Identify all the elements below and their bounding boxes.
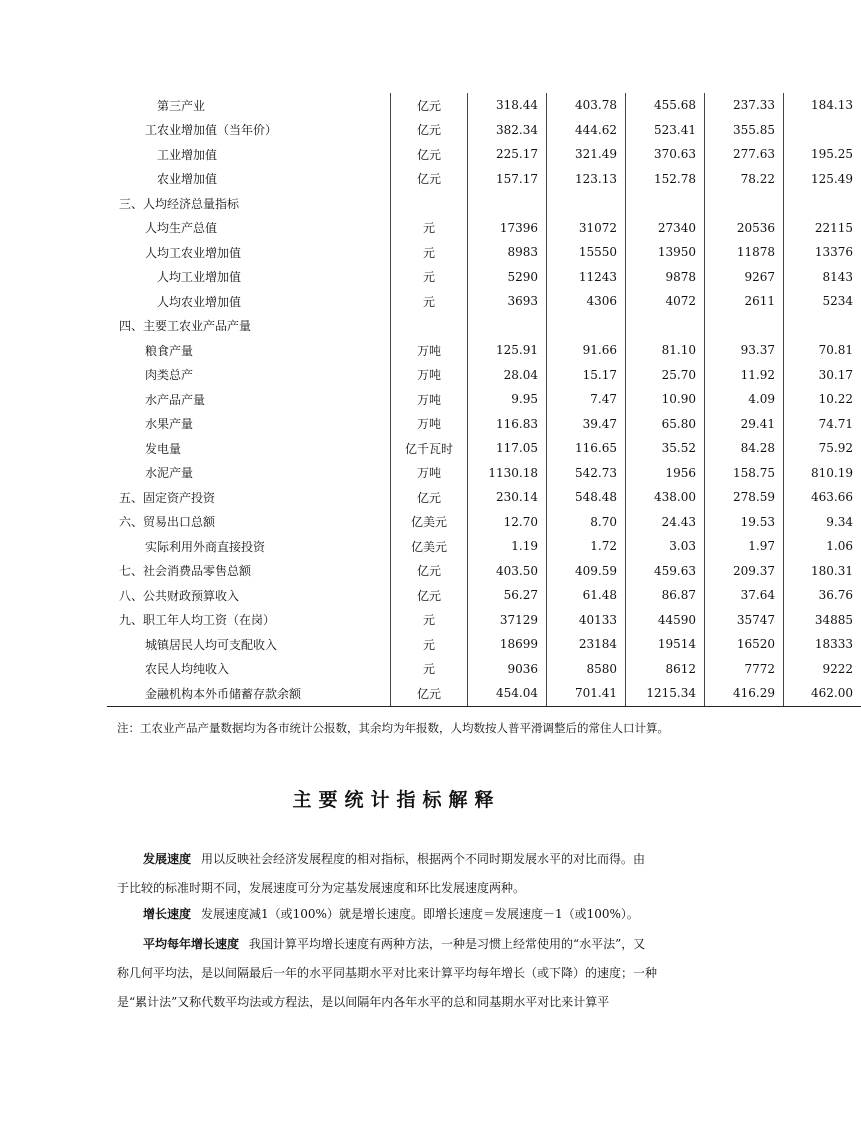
row-value: 403.50 xyxy=(468,559,547,584)
row-value: 24.43 xyxy=(626,510,705,535)
row-value: 277.63 xyxy=(705,142,784,167)
row-label: 四、主要工农业产品产量 xyxy=(119,319,252,334)
row-value: 13950 xyxy=(626,240,705,265)
table-note: 注：工农业产品产量数据均为各市统计公报数，其余均为年报数，人均数按人普平滑调整后的常住人口计算。 xyxy=(117,721,669,735)
table-row xyxy=(107,534,861,559)
row-label: 发电量 xyxy=(145,441,182,456)
row-value: 30.17 xyxy=(784,363,861,388)
row-value: 75.92 xyxy=(784,436,861,461)
row-value: 4072 xyxy=(626,289,705,314)
row-value: 36.76 xyxy=(784,583,861,608)
row-value: 416.29 xyxy=(705,681,784,706)
row-value: 382.34 xyxy=(468,118,547,143)
row-value: 230.14 xyxy=(468,485,547,510)
row-label: 实际利用外商直接投资 xyxy=(145,539,266,554)
table-row xyxy=(107,142,861,167)
row-value xyxy=(705,191,784,216)
row-label: 水泥产量 xyxy=(145,466,194,481)
row-label: 农业增加值 xyxy=(157,172,218,187)
row-value xyxy=(468,314,547,339)
row-label: 水产品产量 xyxy=(145,392,206,407)
row-value: 237.33 xyxy=(705,93,784,118)
statistics-table-body xyxy=(107,93,861,706)
table-row xyxy=(107,608,861,633)
row-unit: 元 xyxy=(391,608,468,633)
row-value: 195.25 xyxy=(784,142,861,167)
row-unit: 元 xyxy=(391,289,468,314)
row-value: 15.17 xyxy=(547,363,626,388)
row-value: 35747 xyxy=(705,608,784,633)
row-value: 70.81 xyxy=(784,338,861,363)
row-value: 5290 xyxy=(468,265,547,290)
row-value: 123.13 xyxy=(547,167,626,192)
row-value: 81.10 xyxy=(626,338,705,363)
row-value: 78.22 xyxy=(705,167,784,192)
row-value: 9878 xyxy=(626,265,705,290)
row-value: 2611 xyxy=(705,289,784,314)
row-label: 人均工业增加值 xyxy=(157,270,242,285)
row-value: 93.37 xyxy=(705,338,784,363)
row-value xyxy=(547,191,626,216)
row-value: 1.97 xyxy=(705,534,784,559)
row-value: 116.65 xyxy=(547,436,626,461)
row-value: 278.59 xyxy=(705,485,784,510)
row-unit: 万吨 xyxy=(391,338,468,363)
row-value xyxy=(784,118,861,143)
row-unit: 元 xyxy=(391,632,468,657)
row-value: 463.66 xyxy=(784,485,861,510)
row-value: 10.90 xyxy=(626,387,705,412)
row-value: 9.34 xyxy=(784,510,861,535)
row-value xyxy=(468,191,547,216)
table-row xyxy=(107,387,861,412)
row-unit: 元 xyxy=(391,216,468,241)
row-value: 74.71 xyxy=(784,412,861,437)
row-value: 7772 xyxy=(705,657,784,682)
row-value: 462.00 xyxy=(784,681,861,706)
row-value: 20536 xyxy=(705,216,784,241)
row-value: 35.52 xyxy=(626,436,705,461)
row-label: 金融机构本外币储蓄存款余额 xyxy=(107,681,391,706)
row-value xyxy=(784,314,861,339)
row-unit xyxy=(391,191,468,216)
row-value: 44590 xyxy=(626,608,705,633)
table-row xyxy=(107,681,861,706)
row-value: 1130.18 xyxy=(468,461,547,486)
row-value: 27340 xyxy=(626,216,705,241)
row-value: 321.49 xyxy=(547,142,626,167)
row-value: 1956 xyxy=(626,461,705,486)
row-label: 工业增加值 xyxy=(157,147,218,162)
row-value: 11.92 xyxy=(705,363,784,388)
definition-term: 增长速度 xyxy=(143,907,192,921)
row-label: 城镇居民人均可支配收入 xyxy=(145,637,278,652)
row-value: 125.49 xyxy=(784,167,861,192)
row-value xyxy=(705,314,784,339)
definition-paragraph-development-speed xyxy=(117,845,657,903)
row-value: 29.41 xyxy=(705,412,784,437)
row-value: 28.04 xyxy=(468,363,547,388)
row-value: 39.47 xyxy=(547,412,626,437)
row-unit: 亿元 xyxy=(391,559,468,584)
definition-text: 用以反映社会经济发展程度的相对指标，根据两个不同时期发展水平的对比而得。由于比较的标准时期不同，发展速度可分为定基发展速度和环比发展速度两种。 xyxy=(117,852,646,895)
row-value: 13376 xyxy=(784,240,861,265)
row-value: 454.04 xyxy=(468,681,547,706)
row-value: 444.62 xyxy=(547,118,626,143)
table-row xyxy=(107,93,861,118)
row-value: 125.91 xyxy=(468,338,547,363)
row-value: 152.78 xyxy=(626,167,705,192)
row-value: 9.95 xyxy=(468,387,547,412)
row-value: 157.17 xyxy=(468,167,547,192)
row-value: 23184 xyxy=(547,632,626,657)
row-value: 523.41 xyxy=(626,118,705,143)
row-value: 15550 xyxy=(547,240,626,265)
row-value: 5234 xyxy=(784,289,861,314)
table-row xyxy=(107,583,861,608)
row-value: 86.87 xyxy=(626,583,705,608)
row-value: 61.48 xyxy=(547,583,626,608)
row-value: 180.31 xyxy=(784,559,861,584)
row-value: 438.00 xyxy=(626,485,705,510)
definition-term: 平均每年增长速度 xyxy=(143,937,240,951)
row-value: 158.75 xyxy=(705,461,784,486)
table-row xyxy=(107,314,861,339)
row-unit: 万吨 xyxy=(391,387,468,412)
row-value: 8612 xyxy=(626,657,705,682)
row-unit: 亿元 xyxy=(391,583,468,608)
row-label: 五、固定资产投资 xyxy=(119,490,216,505)
row-unit: 亿美元 xyxy=(391,534,468,559)
table-row xyxy=(107,240,861,265)
row-value: 3693 xyxy=(468,289,547,314)
row-value: 548.48 xyxy=(547,485,626,510)
row-value: 355.85 xyxy=(705,118,784,143)
table-row xyxy=(107,436,861,461)
row-value: 10.22 xyxy=(784,387,861,412)
row-label: 六、贸易出口总额 xyxy=(119,515,216,530)
row-value: 19.53 xyxy=(705,510,784,535)
table-row xyxy=(107,167,861,192)
definition-paragraph-growth-speed xyxy=(117,900,657,929)
row-value: 409.59 xyxy=(547,559,626,584)
row-label: 人均生产总值 xyxy=(145,221,218,236)
row-value: 17396 xyxy=(468,216,547,241)
row-unit xyxy=(391,314,468,339)
table-row xyxy=(107,412,861,437)
row-label: 九、职工年人均工资（在岗） xyxy=(119,613,276,628)
row-unit: 万吨 xyxy=(391,363,468,388)
row-value: 8983 xyxy=(468,240,547,265)
table-row xyxy=(107,216,861,241)
row-value: 16520 xyxy=(705,632,784,657)
row-value: 37.64 xyxy=(705,583,784,608)
row-unit: 亿元 xyxy=(391,167,468,192)
table-row xyxy=(107,191,861,216)
row-value xyxy=(547,314,626,339)
row-value: 117.05 xyxy=(468,436,547,461)
table-row xyxy=(107,118,861,143)
row-value: 91.66 xyxy=(547,338,626,363)
row-value: 3.03 xyxy=(626,534,705,559)
row-value: 4306 xyxy=(547,289,626,314)
row-unit: 亿美元 xyxy=(391,510,468,535)
row-value: 1215.34 xyxy=(626,681,705,706)
row-value: 12.70 xyxy=(468,510,547,535)
row-value: 701.41 xyxy=(547,681,626,706)
row-value: 4.09 xyxy=(705,387,784,412)
row-value: 1.19 xyxy=(468,534,547,559)
row-value: 810.19 xyxy=(784,461,861,486)
table-row xyxy=(107,265,861,290)
row-value: 459.63 xyxy=(626,559,705,584)
row-label: 第三产业 xyxy=(157,98,206,113)
table-row xyxy=(107,338,861,363)
row-value: 19514 xyxy=(626,632,705,657)
row-label: 七、社会消费品零售总额 xyxy=(119,564,252,579)
row-value: 22115 xyxy=(784,216,861,241)
row-value: 9222 xyxy=(784,657,861,682)
row-value: 209.37 xyxy=(705,559,784,584)
table-row xyxy=(107,559,861,584)
row-value: 25.70 xyxy=(626,363,705,388)
row-value: 225.17 xyxy=(468,142,547,167)
row-value: 34885 xyxy=(784,608,861,633)
row-value: 11243 xyxy=(547,265,626,290)
row-label: 农民人均纯收入 xyxy=(145,662,230,677)
row-value: 8143 xyxy=(784,265,861,290)
row-value xyxy=(626,191,705,216)
row-unit: 元 xyxy=(391,657,468,682)
definition-paragraph-average-growth xyxy=(117,930,657,1017)
table-row xyxy=(107,363,861,388)
row-unit: 元 xyxy=(391,265,468,290)
row-label: 肉类总产 xyxy=(145,368,194,383)
table-row xyxy=(107,632,861,657)
row-label: 八、公共财政预算收入 xyxy=(119,588,240,603)
row-value: 18333 xyxy=(784,632,861,657)
row-value: 40133 xyxy=(547,608,626,633)
row-value: 8.70 xyxy=(547,510,626,535)
table-row xyxy=(107,485,861,510)
row-value: 403.78 xyxy=(547,93,626,118)
row-unit: 亿元 xyxy=(391,681,468,706)
row-unit: 万吨 xyxy=(391,412,468,437)
row-unit: 亿元 xyxy=(391,93,468,118)
row-unit: 万吨 xyxy=(391,461,468,486)
row-label: 人均工农业增加值 xyxy=(145,245,242,260)
row-label: 三、人均经济总量指标 xyxy=(119,196,240,211)
row-value: 184.13 xyxy=(784,93,861,118)
row-value: 9267 xyxy=(705,265,784,290)
row-value xyxy=(626,314,705,339)
row-value: 7.47 xyxy=(547,387,626,412)
table-row xyxy=(107,461,861,486)
section-title: 主要统计指标解释 xyxy=(292,789,501,811)
row-value: 370.63 xyxy=(626,142,705,167)
row-value: 56.27 xyxy=(468,583,547,608)
row-label: 粮食产量 xyxy=(145,343,194,358)
row-unit: 元 xyxy=(391,240,468,265)
row-unit: 亿元 xyxy=(391,118,468,143)
row-label: 水果产量 xyxy=(145,417,194,432)
row-value: 1.72 xyxy=(547,534,626,559)
row-value: 318.44 xyxy=(468,93,547,118)
row-value: 1.06 xyxy=(784,534,861,559)
table-row xyxy=(107,289,861,314)
definition-text: 发展速度减1（或100%）就是增长速度。即增长速度＝发展速度－1（或100%）。 xyxy=(201,907,639,921)
row-value: 542.73 xyxy=(547,461,626,486)
row-unit: 亿千瓦时 xyxy=(391,436,468,461)
definition-text: 我国计算平均增长速度有两种方法，一种是习惯上经常使用的“水平法”，又称几何平均法，是以间隔最后一年的水平同基期水平对比来计算平均每年增长（或下降）的速度；一种是“累计法”又称代数平均法或方程法，是以间隔年内各年水平的总和同基期水平对比来计算平 xyxy=(117,937,658,1009)
table-row xyxy=(107,657,861,682)
row-value: 37129 xyxy=(468,608,547,633)
row-value: 8580 xyxy=(547,657,626,682)
row-unit: 亿元 xyxy=(391,485,468,510)
row-unit: 亿元 xyxy=(391,142,468,167)
row-value: 11878 xyxy=(705,240,784,265)
row-value: 116.83 xyxy=(468,412,547,437)
table-row xyxy=(107,510,861,535)
row-value: 31072 xyxy=(547,216,626,241)
definition-term: 发展速度 xyxy=(143,852,192,866)
row-value: 84.28 xyxy=(705,436,784,461)
row-value xyxy=(784,191,861,216)
row-value: 18699 xyxy=(468,632,547,657)
row-value: 455.68 xyxy=(626,93,705,118)
row-label: 工农业增加值（当年价） xyxy=(145,123,278,138)
row-value: 9036 xyxy=(468,657,547,682)
row-label: 人均农业增加值 xyxy=(157,294,242,309)
statistics-table xyxy=(107,93,861,707)
row-value: 65.80 xyxy=(626,412,705,437)
